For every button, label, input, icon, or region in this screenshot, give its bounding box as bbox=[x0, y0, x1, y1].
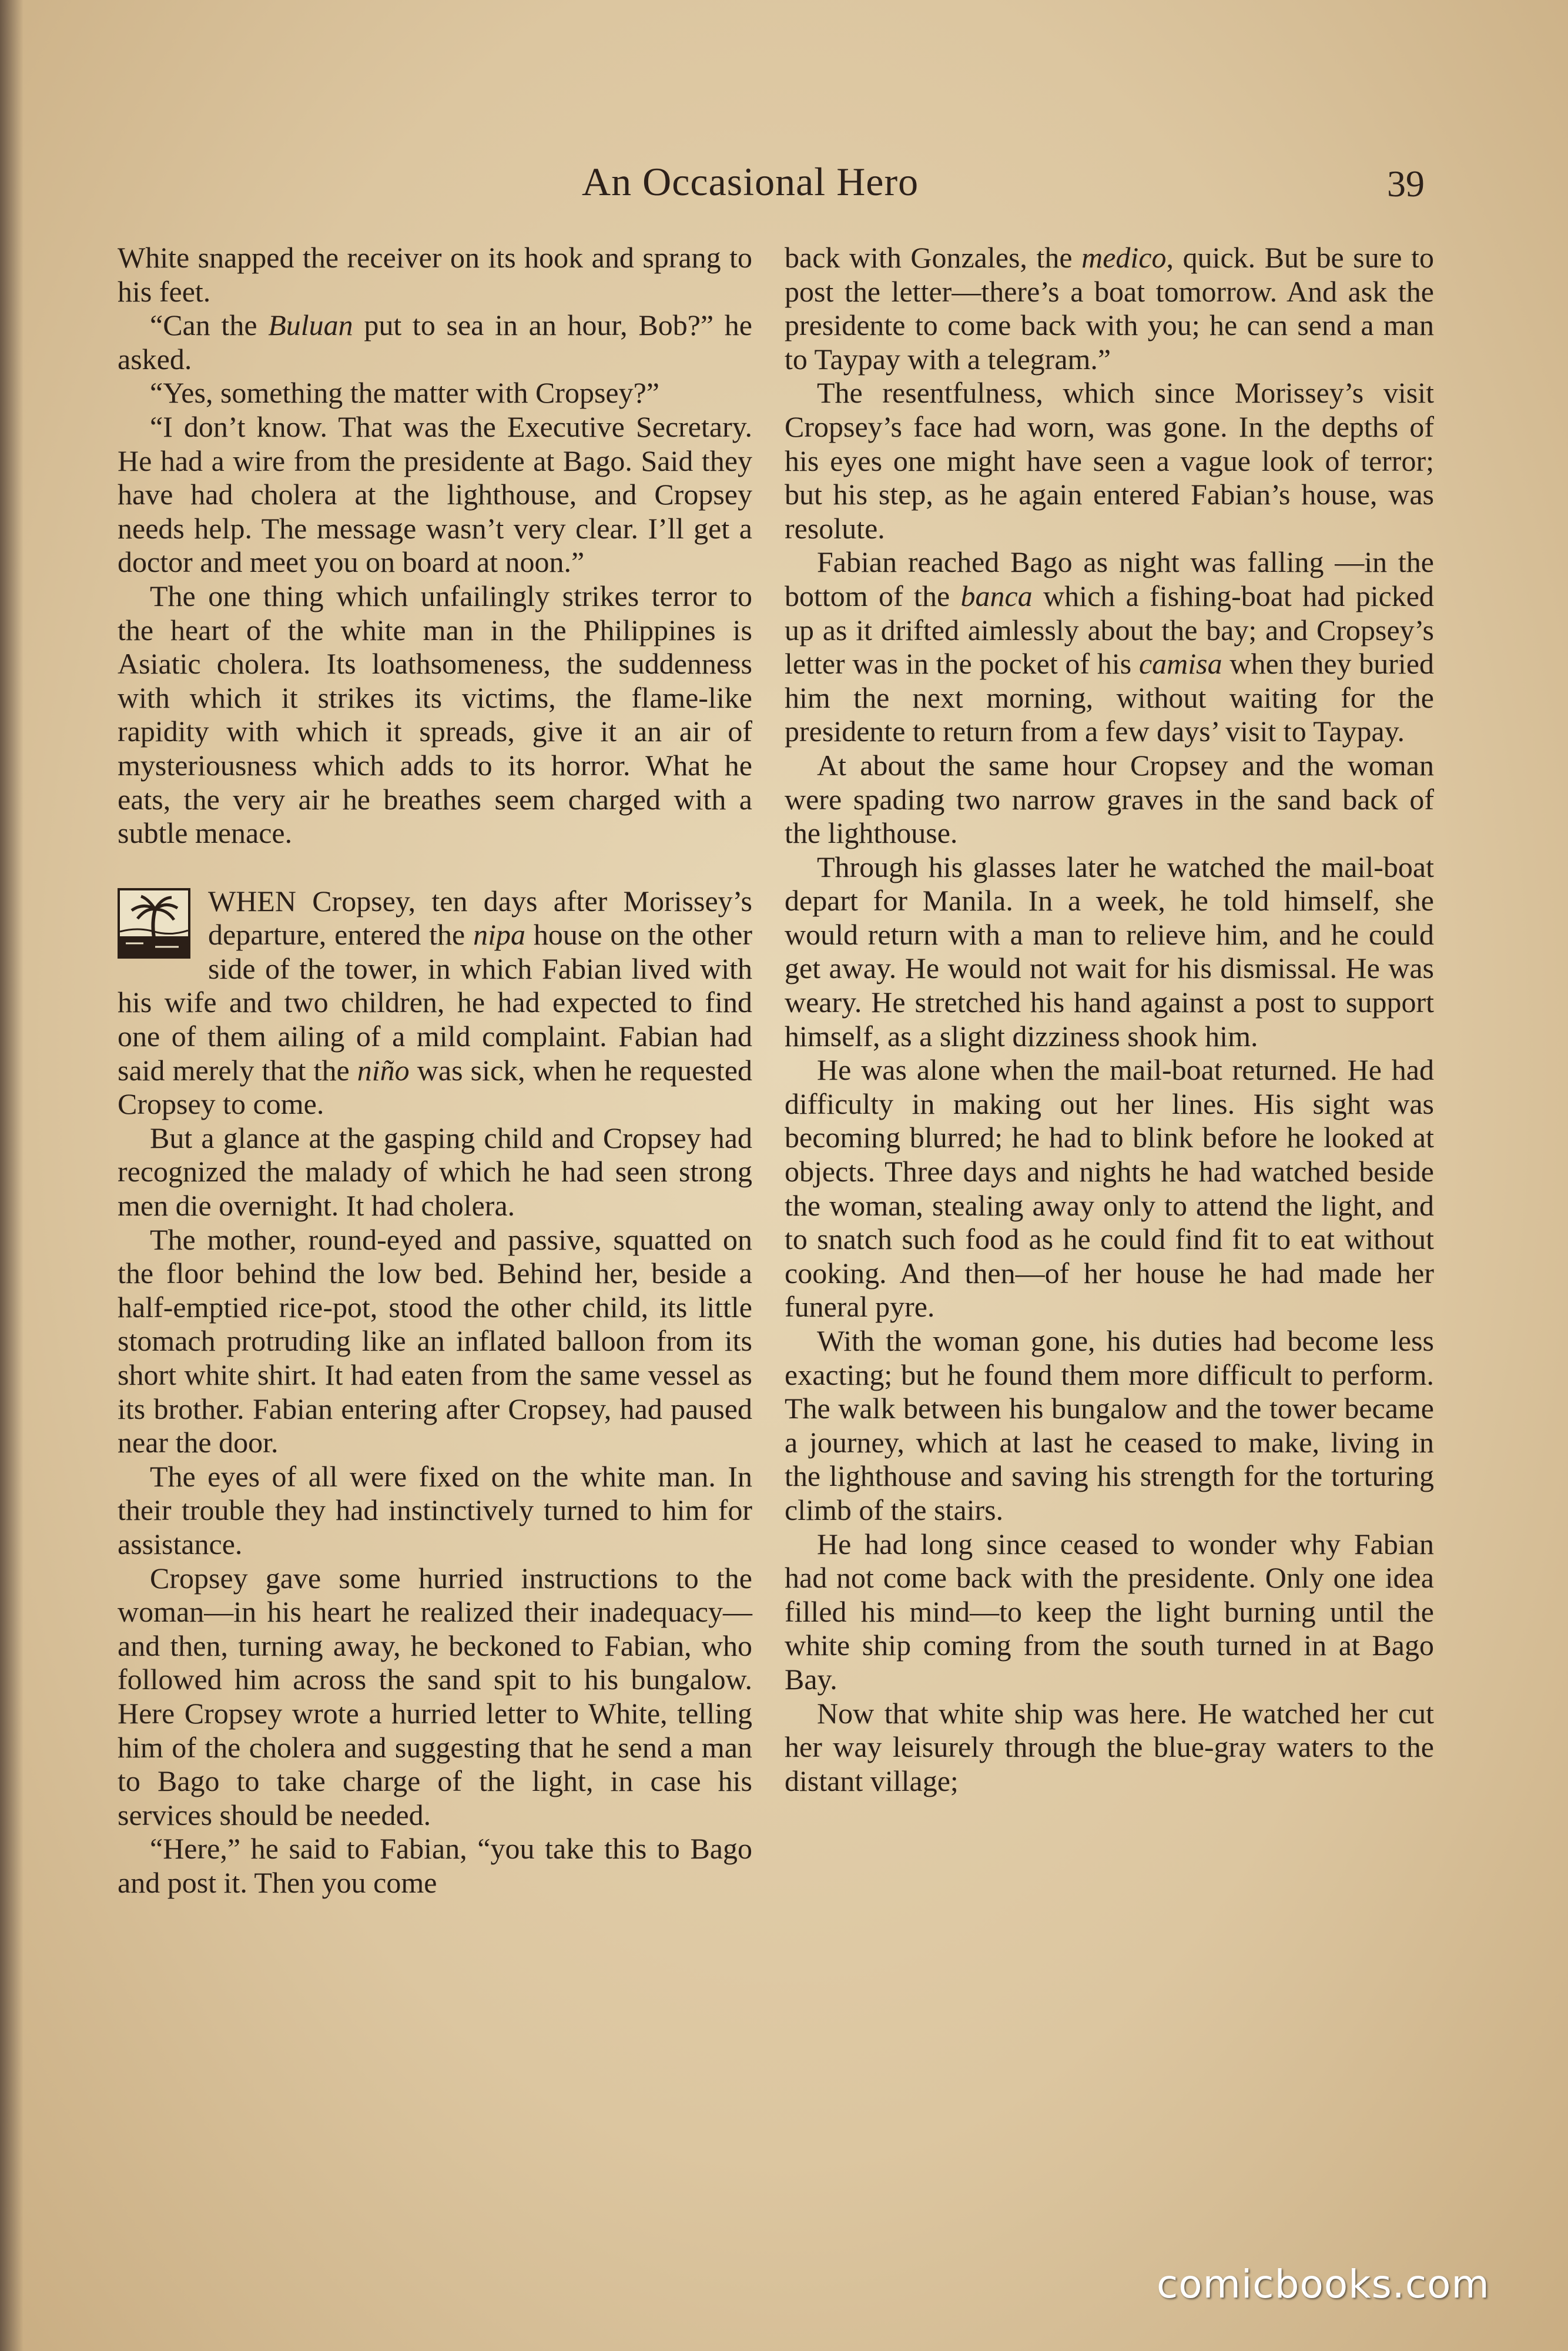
paragraph: “I don’t know. That was the Executive Secretary. He had a wire from the presidente at Bago. Said they have had cholera at the lighthouse, and Cropsey needs help. The message wasn’t very clear. I’ll get a doctor and meet you on board at noon.” bbox=[118, 410, 752, 579]
paragraph: With the woman gone, his duties had become less exacting; but he found them more difficult to perform. The walk between his bungalow and the tower became a journey, which at last he ceased to make, living in the lighthouse and saving his strength for the torturing climb of the stairs. bbox=[785, 1324, 1434, 1526]
paragraph: White snapped the receiver on its hook and sprang to his feet. bbox=[118, 241, 752, 308]
paragraph: “Can the Buluan put to sea in an hour, Bob?” he asked. bbox=[118, 309, 752, 376]
paragraph: Fabian reached Bago as night was falling —in the bottom of the banca which a fishing-boat had picked up as it drifted aimlessly about the bay; and Cropsey’s letter was in the pocket of his camisa when they buried him the next morning, without waiting for the presidente to return from a few days’ visit to Taypay. bbox=[785, 545, 1434, 748]
paragraph: “Here,” he said to Fabian, “you take this to Bago and post it. Then you come bbox=[118, 1832, 752, 1899]
paragraph: Through his glasses later he watched the mail-boat depart for Manila. In a week, he told himself, she would return with a man to relieve him, and he could get away. He would not wait for his dismissal. He was weary. He stretched his hand against a post to support himself, as a slight dizziness shook him. bbox=[785, 850, 1434, 1053]
paragraph: But a glance at the gasping child and Cropsey had recognized the malady of which he had seen strong men die overnight. It had cholera. bbox=[118, 1121, 752, 1223]
paragraph: At about the same hour Cropsey and the woman were spading two narrow graves in the sand back of the lighthouse. bbox=[785, 748, 1434, 850]
paragraph: The mother, round-eyed and passive, squatted on the floor behind the low bed. Behind her, beside a half-emptied rice-pot, stood the other child, its little stomach protruding like an inflated balloon from its short white shirt. It had eaten from the same vessel as its brother. Fabian entering after Cropsey, had paused near the door. bbox=[118, 1223, 752, 1459]
paragraph: back with Gonzales, the medico, quick. But be sure to post the letter—there’s a boat tomorrow. And ask the presidente to come back with you; he can send a man to Taypay with a telegram.” bbox=[785, 241, 1434, 376]
site-watermark: comicbooks.com bbox=[1157, 2262, 1490, 2307]
page-header bbox=[0, 159, 1568, 212]
running-title: An Occasional Hero bbox=[582, 159, 919, 204]
paragraph: The resentfulness, which since Morissey’s visit Cropsey’s face had worn, was gone. In the depths of his eyes one might have seen a vague look of terror; but his step, as he again entered Fabian’s house, was resolute. bbox=[785, 376, 1434, 545]
paragraph: The one thing which unfailingly strikes terror to the heart of the white man in the Philippines is Asiatic cholera. Its loathsomeness, the suddenness with which it strikes its victims, the flame-like rapidity with which it spreads, give it an air of mysteriousness which adds to its horror. What he eats, the very air he breathes seem charged with a subtle menace. bbox=[118, 579, 752, 850]
page-binding-shadow bbox=[0, 0, 24, 2351]
page-number: 39 bbox=[1387, 163, 1425, 205]
paragraph: The eyes of all were fixed on the white man. In their trouble they had instinctively turned to him for assistance. bbox=[118, 1459, 752, 1560]
paragraph: He was alone when the mail-boat returned. He had difficulty in making out her lines. His sight was becoming blurred; he had to blink before he looked at objects. Three days and nights he had watched beside the woman, stealing away only to attend the light, and to snatch such food as he could find fit to eat without cooking. And then—of her house he had made her funeral pyre. bbox=[785, 1053, 1434, 1324]
palm-tree-icon bbox=[118, 888, 190, 959]
paragraph: “Yes, something the matter with Cropsey?” bbox=[150, 376, 659, 410]
paragraph: Now that white ship was here. He watched her cut her way leisurely through the blue-gray waters to the distant village; bbox=[785, 1696, 1434, 1797]
left-column bbox=[118, 241, 752, 1900]
paragraph: He had long since ceased to wonder why Fabian had not come back with the presidente. Only one idea filled his mind—to keep the light burning until the white ship coming from the south turned in at Bago Bay. bbox=[785, 1527, 1434, 1696]
section-opening-paragraph: WHEN Cropsey, ten days after Morissey’s departure, entered the nipa house on the other side of the tower, in which Fabian lived with his wife and two children, he had expected to find one of them ailing of a mild complaint. Fabian had said merely that the niño was sick, when he requested Cropsey to come. bbox=[118, 884, 753, 1121]
right-column bbox=[785, 241, 1434, 1798]
paragraph: Cropsey gave some hurried instructions to the woman—in his heart he realized their inadequacy—and then, turning away, he beckoned to Fabian, who followed him across the sand spit to his bungalow. Here Cropsey wrote a hurried letter to White, telling him of the cholera and suggesting that he send a man to Bago to take charge of the light, in case his services should be needed. bbox=[118, 1561, 752, 1831]
